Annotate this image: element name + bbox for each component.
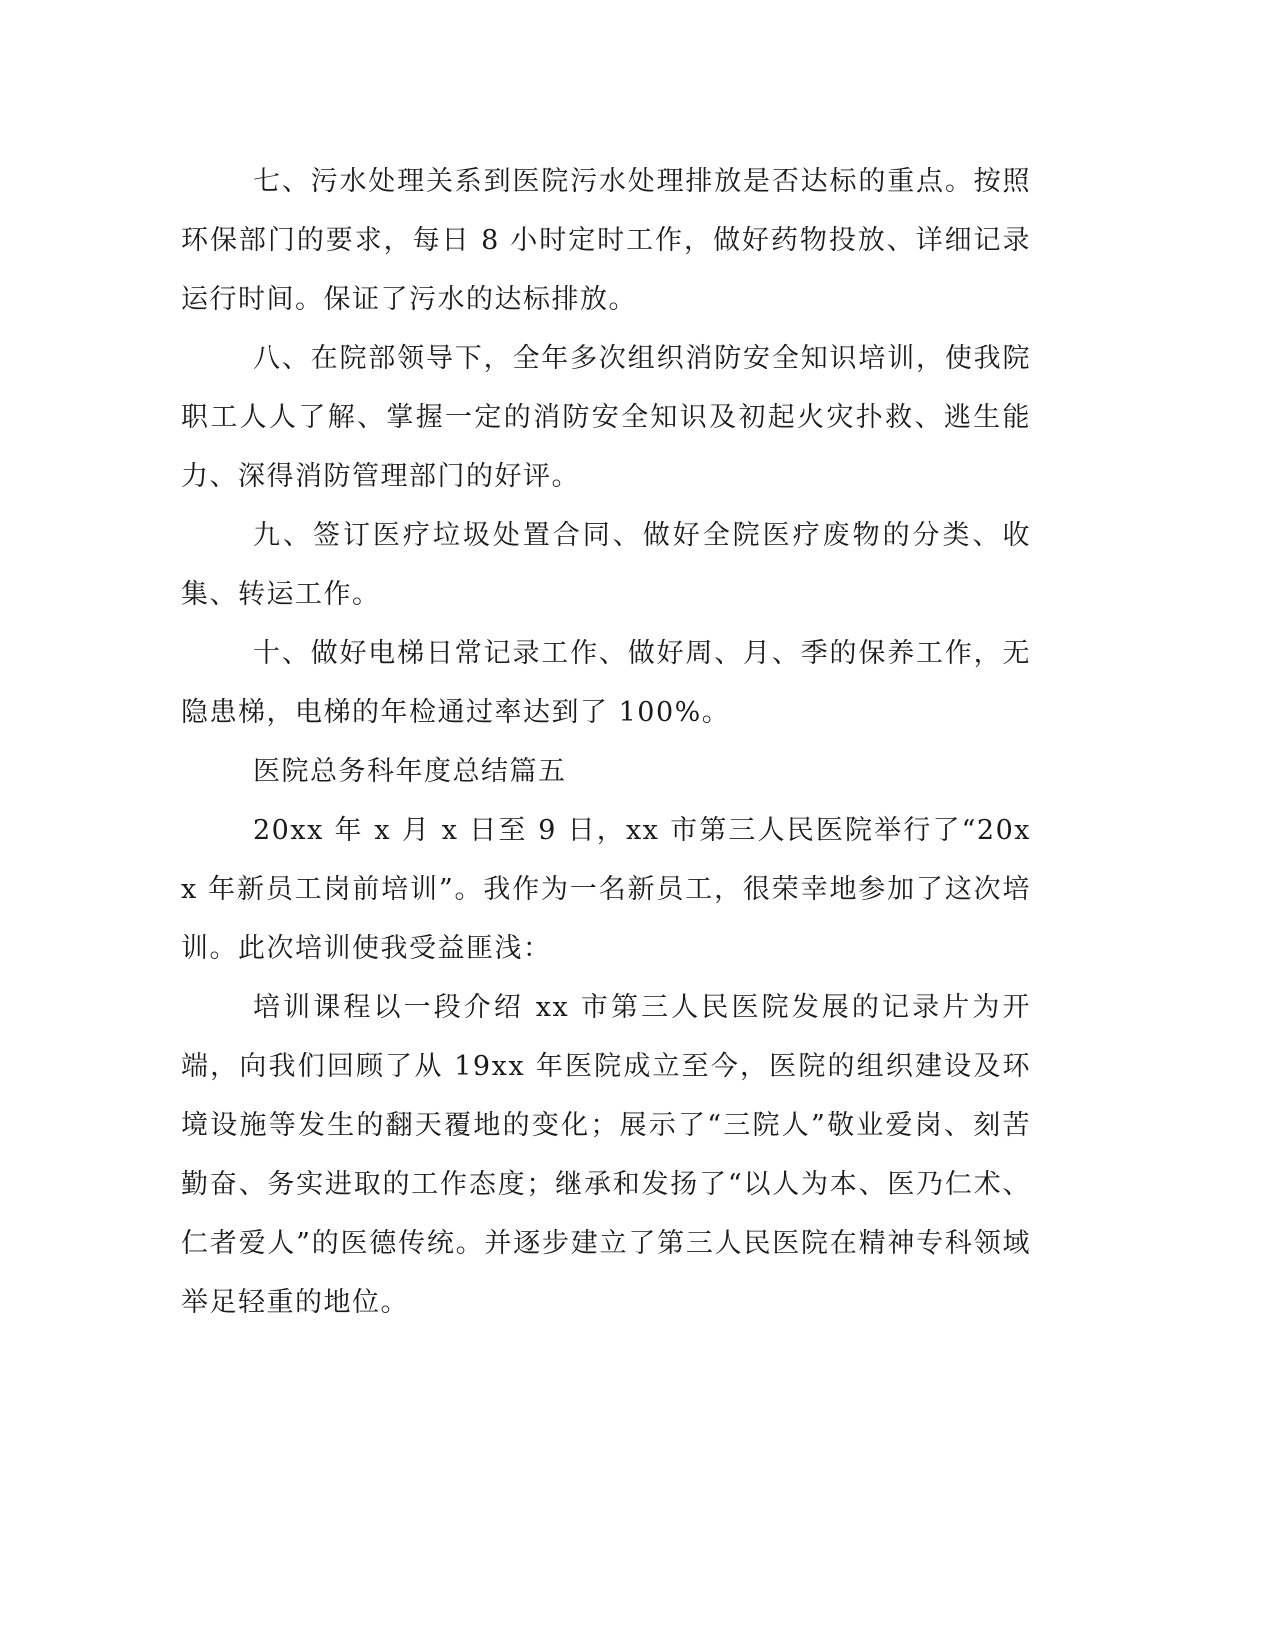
paragraph-fire-safety-training: 八、在院部领导下，全年多次组织消防安全知识培训，使我院职工人人了解、掌握一定的消防安全知识及初起火灾扑救、逃生能力、深得消防管理部门的好评。	[181, 343, 1031, 492]
section-heading: 医院总务科年度总结篇五	[253, 756, 567, 787]
document-body	[181, 152, 1031, 1332]
paragraph-training-course: 培训课程以一段介绍 xx 市第三人民医院发展的记录片为开端，向我们回顾了从 19xx 年医院成立至今，医院的组织建设及环境设施等发生的翻天覆地的变化；展示了“三院人”敬业爱岗、刻苦勤奋、务实进取的工作态度；继承和发扬了“以人为本、医乃仁术、仁者爱人”的医德传统。并逐步建立了第三人民医院在精神专科领域举足轻重的地位。	[181, 992, 1031, 1318]
paragraph-sewage-treatment: 七、污水处理关系到医院污水处理排放是否达标的重点。按照环保部门的要求，每日 8 小时定时工作，做好药物投放、详细记录运行时间。保证了污水的达标排放。	[181, 166, 1031, 315]
paragraph-elevator-maintenance: 十、做好电梯日常记录工作、做好周、月、季的保养工作，无隐患梯，电梯的年检通过率达到了 100%。	[181, 638, 1031, 728]
paragraph-medical-waste: 九、签订医疗垃圾处置合同、做好全院医疗废物的分类、收集、转运工作。	[181, 520, 1031, 610]
paragraph-training-intro: 20xx 年 x 月 x 日至 9 日，xx 市第三人民医院举行了“20xx 年新员工岗前培训”。我作为一名新员工，很荣幸地参加了这次培训。此次培训使我受益匪浅：	[181, 815, 1031, 964]
